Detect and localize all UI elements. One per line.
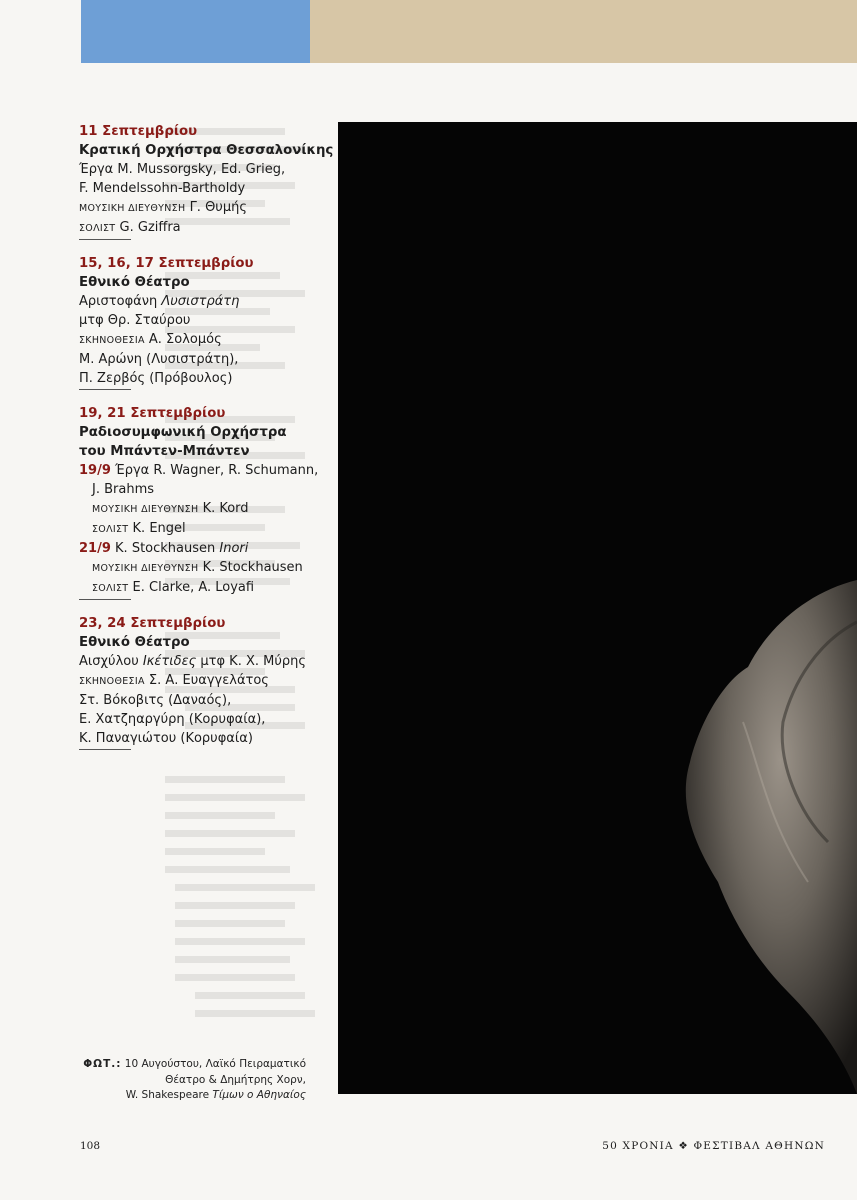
entry-program bbox=[79, 652, 324, 671]
schedule-entry bbox=[79, 254, 324, 390]
entry-day-program bbox=[79, 539, 324, 558]
entry-conductor bbox=[79, 198, 324, 218]
entry-conductor bbox=[79, 558, 324, 578]
entry-translation: μτφ Θρ. Σταύρου bbox=[79, 313, 191, 328]
caption-line bbox=[46, 1057, 306, 1073]
entry-program: Έργα M. Mussorgsky, Ed. Grieg, bbox=[79, 162, 286, 177]
role-label: ΜΟΥΣΙΚΗ ΔΙΕΥΘΥΝΣΗ bbox=[92, 504, 199, 515]
entry-venue: Κρατική Ορχήστρα Θεσσαλονίκης bbox=[79, 143, 334, 158]
role-value: Σ. Α. Ευαγγελάτος bbox=[148, 673, 269, 688]
header-band-tan bbox=[310, 0, 857, 63]
caption-line: Θέατρο & Δημήτρης Χορν, bbox=[165, 1073, 306, 1086]
caption-text: 10 Αυγούστου, Λαϊκό Πειραματικό bbox=[124, 1058, 306, 1070]
role-label: ΣΚΗΝΟΘΕΣΙΑ bbox=[79, 335, 145, 346]
entry-conductor bbox=[79, 499, 324, 519]
entry-divider bbox=[79, 239, 131, 240]
entry-divider bbox=[79, 599, 131, 600]
entry-venue: Εθνικό Θέατρο bbox=[79, 635, 190, 650]
role-label: ΣΟΛΙΣΤ bbox=[79, 223, 116, 234]
entry-cast: Ε. Χατζηαργύρη (Κορυφαία), bbox=[79, 712, 266, 727]
entry-soloist bbox=[79, 519, 324, 539]
entry-divider bbox=[79, 749, 131, 750]
schedule-entry bbox=[79, 122, 334, 240]
caption-line bbox=[46, 1088, 306, 1104]
schedule-entry bbox=[79, 614, 324, 750]
work-title: Ικέτιδες bbox=[142, 654, 197, 669]
schedule-column bbox=[79, 122, 334, 764]
day-label: 21/9 bbox=[79, 541, 111, 556]
work-title: Inori bbox=[219, 541, 249, 556]
work-title: Λυσιστράτη bbox=[161, 294, 240, 309]
author: Αισχύλου bbox=[79, 654, 139, 669]
photo-caption bbox=[46, 1057, 306, 1104]
entry-cast: Μ. Αρώνη (Λυσιστράτη), bbox=[79, 352, 239, 367]
caption-label: ΦΩΤ.: bbox=[83, 1058, 122, 1070]
role-label: ΜΟΥΣΙΚΗ ΔΙΕΥΘΥΝΣΗ bbox=[92, 563, 199, 574]
entry-venue: Εθνικό Θέατρο bbox=[79, 275, 190, 290]
day-label: 19/9 bbox=[79, 463, 111, 478]
role-label: ΣΚΗΝΟΘΕΣΙΑ bbox=[79, 676, 145, 687]
entry-divider bbox=[79, 389, 131, 390]
role-value: Α. Σολομός bbox=[148, 332, 222, 347]
day-program: K. Stockhausen bbox=[115, 541, 216, 556]
entry-soloist bbox=[79, 578, 324, 598]
entry-director bbox=[79, 330, 324, 350]
entry-day-program-cont: J. Brahms bbox=[92, 482, 155, 497]
schedule-entry bbox=[79, 404, 324, 600]
role-label: ΣΟΛΙΣΤ bbox=[92, 524, 129, 535]
entry-director bbox=[79, 671, 324, 691]
caption-title: Τίμων ο Αθηναίος bbox=[212, 1089, 306, 1101]
role-value: K. Kord bbox=[202, 501, 249, 516]
entry-date: 11 Σεπτεμβρίου bbox=[79, 124, 198, 139]
entry-program bbox=[79, 292, 324, 311]
entry-venue-cont: του Μπάντεν-Μπάντεν bbox=[79, 444, 250, 459]
entry-date: 15, 16, 17 Σεπτεμβρίου bbox=[79, 256, 254, 271]
entry-soloist bbox=[79, 218, 324, 238]
entry-cast: Π. Ζερβός (Πρόβουλος) bbox=[79, 371, 233, 386]
day-program: Έργα R. Wagner, R. Schumann, bbox=[115, 463, 319, 478]
role-value: K. Stockhausen bbox=[202, 560, 303, 575]
role-value: E. Clarke, A. Loyafi bbox=[132, 580, 255, 595]
page-number: 108 bbox=[80, 1140, 101, 1152]
entry-cast: Κ. Παναγιώτου (Κορυφαία) bbox=[79, 731, 253, 746]
caption-text: W. Shakespeare bbox=[125, 1089, 210, 1101]
header-band-blue bbox=[81, 0, 310, 63]
role-label: ΣΟΛΙΣΤ bbox=[92, 583, 129, 594]
entry-cast: Στ. Βόκοβιτς (Δαναός), bbox=[79, 693, 232, 708]
photo-figure bbox=[338, 122, 857, 1094]
entry-day-program bbox=[79, 461, 324, 480]
entry-date: 19, 21 Σεπτεμβρίου bbox=[79, 406, 226, 421]
entry-program-cont: F. Mendelssohn-Bartholdy bbox=[79, 181, 246, 196]
role-value: G. Gziffra bbox=[119, 220, 181, 235]
entry-venue: Ραδιοσυμφωνική Ορχήστρα bbox=[79, 425, 287, 440]
role-label: ΜΟΥΣΙΚΗ ΔΙΕΥΘΥΝΣΗ bbox=[79, 203, 186, 214]
photograph bbox=[338, 122, 857, 1094]
role-value: K. Engel bbox=[132, 521, 186, 536]
role-value: Γ. Θυμής bbox=[189, 200, 247, 215]
author: Αριστοφάνη bbox=[79, 294, 158, 309]
running-footer: 50 ΧΡΟΝΙΑ ❖ ΦΕΣΤΙΒΑΛ ΑΘΗΝΩΝ bbox=[602, 1140, 825, 1152]
translation: μτφ Κ. Χ. Μύρης bbox=[200, 654, 306, 669]
entry-date: 23, 24 Σεπτεμβρίου bbox=[79, 616, 226, 631]
